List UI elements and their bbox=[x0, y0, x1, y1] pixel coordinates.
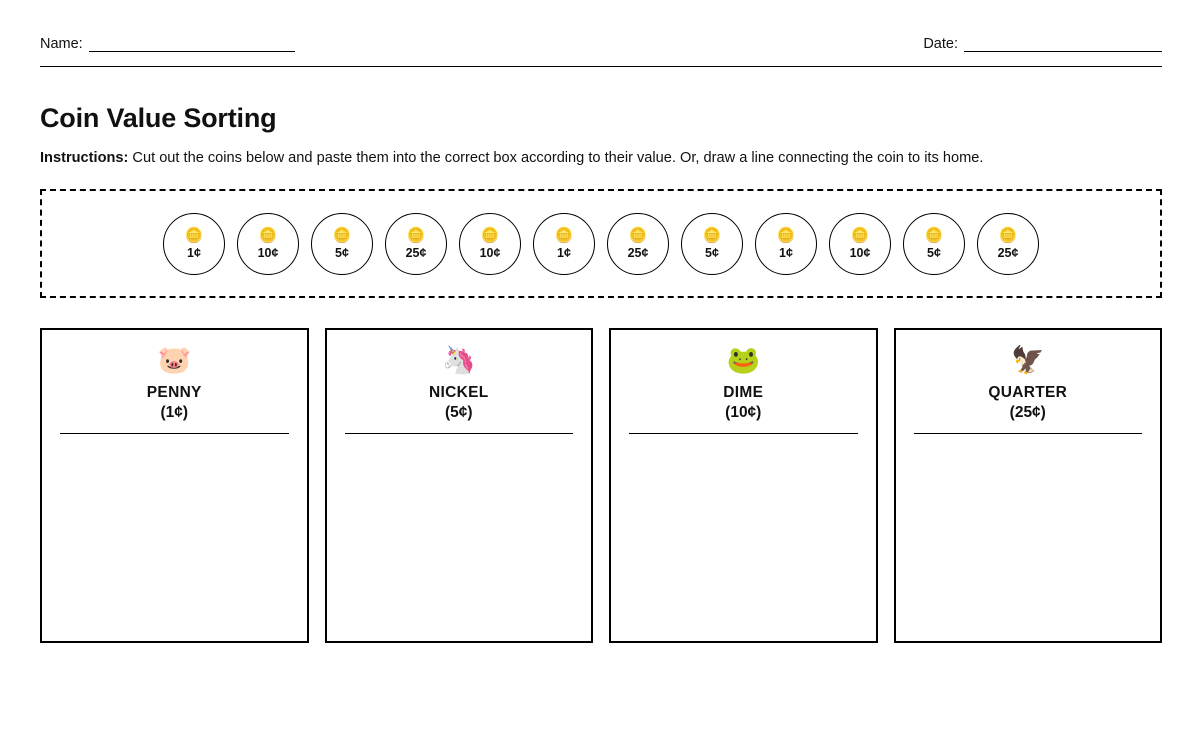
coin-token[interactable] bbox=[607, 213, 669, 275]
coin-icon: 🪙 bbox=[554, 226, 574, 244]
coin-icon: 🪙 bbox=[998, 226, 1018, 244]
coin-name-label: DIME bbox=[723, 384, 764, 401]
coin-amount-label: (5¢) bbox=[444, 404, 473, 421]
coin-value-label: 25¢ bbox=[997, 245, 1019, 260]
paste-area[interactable] bbox=[60, 434, 289, 641]
coin-icon: 🪙 bbox=[184, 226, 204, 244]
name-write-line[interactable] bbox=[89, 38, 295, 52]
coin-name-label: NICKEL bbox=[429, 384, 489, 401]
animal-icon: 🦄 bbox=[441, 345, 476, 375]
coin-name-label: PENNY bbox=[146, 384, 202, 401]
instructions-text: Cut out the coins below and paste them into the correct box according to their value. Or, draw a line connecting the coin to its home. bbox=[128, 150, 984, 166]
coin-value-label: 25¢ bbox=[627, 245, 649, 260]
coin-amount-label: (10¢) bbox=[725, 404, 762, 421]
date-field[interactable] bbox=[923, 36, 1162, 52]
coin-icon: 🪙 bbox=[850, 226, 870, 244]
coin-icon: 🪙 bbox=[924, 226, 944, 244]
coin-value-label: 1¢ bbox=[557, 245, 571, 260]
coin-name-label: QUARTER bbox=[988, 384, 1068, 401]
coin-value-label: 1¢ bbox=[187, 245, 201, 260]
coin-token[interactable] bbox=[681, 213, 743, 275]
paste-area[interactable] bbox=[345, 434, 574, 641]
coin-icon: 🪙 bbox=[258, 226, 278, 244]
coin-token[interactable] bbox=[533, 213, 595, 275]
coin-icon: 🪙 bbox=[332, 226, 352, 244]
coin-amount-label: (25¢) bbox=[1009, 404, 1046, 421]
instructions bbox=[40, 148, 1162, 169]
coin-icon: 🪙 bbox=[480, 226, 500, 244]
coin-icon: 🪙 bbox=[702, 226, 722, 244]
name-field[interactable] bbox=[40, 36, 295, 52]
sort-box[interactable] bbox=[40, 328, 309, 643]
coin-token[interactable] bbox=[385, 213, 447, 275]
sort-box[interactable] bbox=[325, 328, 594, 643]
header-fields bbox=[40, 0, 1162, 52]
date-label: Date: bbox=[923, 36, 958, 52]
coin-icon: 🪙 bbox=[406, 226, 426, 244]
coin-token[interactable] bbox=[977, 213, 1039, 275]
coin-value-label: 25¢ bbox=[405, 245, 427, 260]
name-label: Name: bbox=[40, 36, 83, 52]
animal-icon: 🐸 bbox=[726, 345, 761, 375]
coin-token[interactable] bbox=[237, 213, 299, 275]
sort-box[interactable] bbox=[609, 328, 878, 643]
coin-value-label: 10¢ bbox=[479, 245, 501, 260]
header-divider bbox=[40, 66, 1162, 67]
coin-value-label: 5¢ bbox=[705, 245, 719, 260]
coin-bank bbox=[40, 189, 1162, 298]
coin-value-label: 10¢ bbox=[257, 245, 279, 260]
coin-token[interactable] bbox=[459, 213, 521, 275]
page-title: Coin Value Sorting bbox=[40, 103, 277, 133]
instructions-lead: Instructions: bbox=[40, 150, 129, 166]
coin-icon: 🪙 bbox=[628, 226, 648, 244]
coin-token[interactable] bbox=[311, 213, 373, 275]
coin-value-label: 1¢ bbox=[779, 245, 793, 260]
coin-value-label: 5¢ bbox=[335, 245, 349, 260]
coin-token[interactable] bbox=[163, 213, 225, 275]
sorting-boxes bbox=[40, 328, 1162, 643]
coin-token[interactable] bbox=[755, 213, 817, 275]
coin-value-label: 5¢ bbox=[927, 245, 941, 260]
coin-token[interactable] bbox=[829, 213, 891, 275]
coin-value-label: 10¢ bbox=[849, 245, 871, 260]
date-write-line[interactable] bbox=[964, 38, 1162, 52]
coin-amount-label: (1¢) bbox=[160, 404, 189, 421]
sort-box[interactable] bbox=[894, 328, 1163, 643]
paste-area[interactable] bbox=[914, 434, 1143, 641]
animal-icon: 🦅 bbox=[1010, 345, 1045, 375]
paste-area[interactable] bbox=[629, 434, 858, 641]
coin-token[interactable] bbox=[903, 213, 965, 275]
animal-icon: 🐷 bbox=[157, 345, 192, 375]
coin-icon: 🪙 bbox=[776, 226, 796, 244]
